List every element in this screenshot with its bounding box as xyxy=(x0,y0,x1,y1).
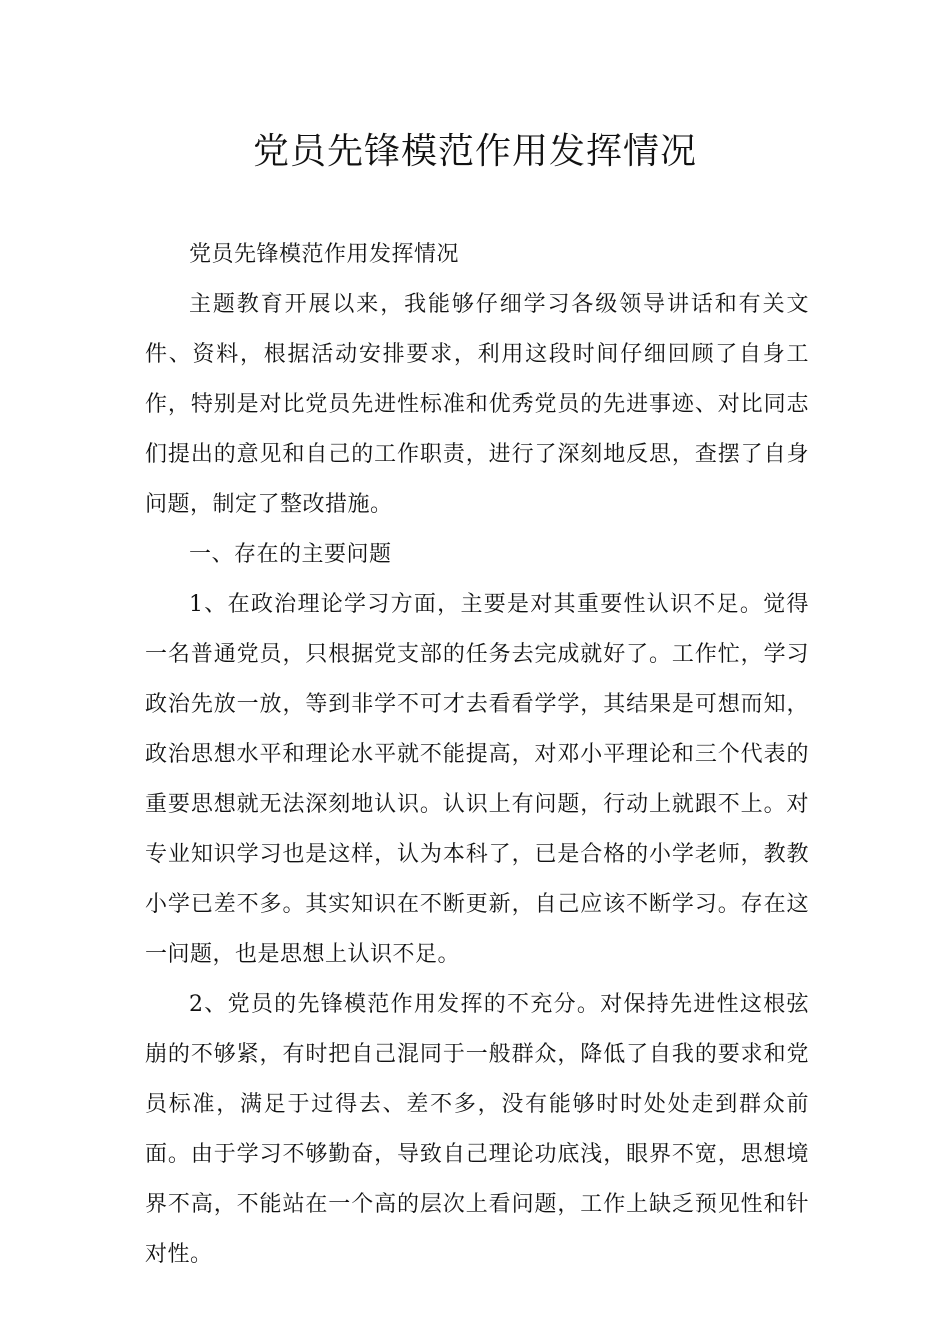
issue-paragraph-1: 1、在政治理论学习方面，主要是对其重要性认识不足。觉得一名普通党员，只根据党支部的任务去完成就好了。工作忙，学习政治先放一放，等到非学不可才去看看学学，其结果是可想而知，政治思想水平和理论水平就不能提高，对邓小平理论和三个代表的重要思想就无法深刻地认识。认识上有问题，行动上就跟不上。对专业知识学习也是这样，认为本科了，已是合格的小学老师，教教小学已差不多。其实知识在不断更新，自己应该不断学习。存在这一问题，也是思想上认识不足。 xyxy=(145,592,809,967)
intro-paragraph: 主题教育开展以来，我能够仔细学习各级领导讲话和有关文件、资料，根据活动安排要求，利用这段时间仔细回顾了自身工作，特别是对比党员先进性标准和优秀党员的先进事迹、对比同志们提出的意见和自己的工作职责，进行了深刻地反思，查摆了自身问题，制定了整改措施。 xyxy=(145,292,809,517)
issue-paragraph-2: 2、党员的先锋模范作用发挥的不充分。对保持先进性这根弦崩的不够紧，有时把自己混同于一般群众，降低了自我的要求和党员标准，满足于过得去、差不多，没有能够时时处处走到群众前面。由于学习不够勤奋，导致自己理论功底浅，眼界不宽，思想境界不高，不能站在一个高的层次上看问题，工作上缺乏预见性和针对性。 xyxy=(145,992,809,1267)
subtitle-paragraph: 党员先锋模范作用发挥情况 xyxy=(189,242,460,267)
document-title: 党员先锋模范作用发挥情况 xyxy=(252,131,697,172)
document-body xyxy=(145,230,809,1280)
section-heading: 一、存在的主要问题 xyxy=(189,542,392,567)
